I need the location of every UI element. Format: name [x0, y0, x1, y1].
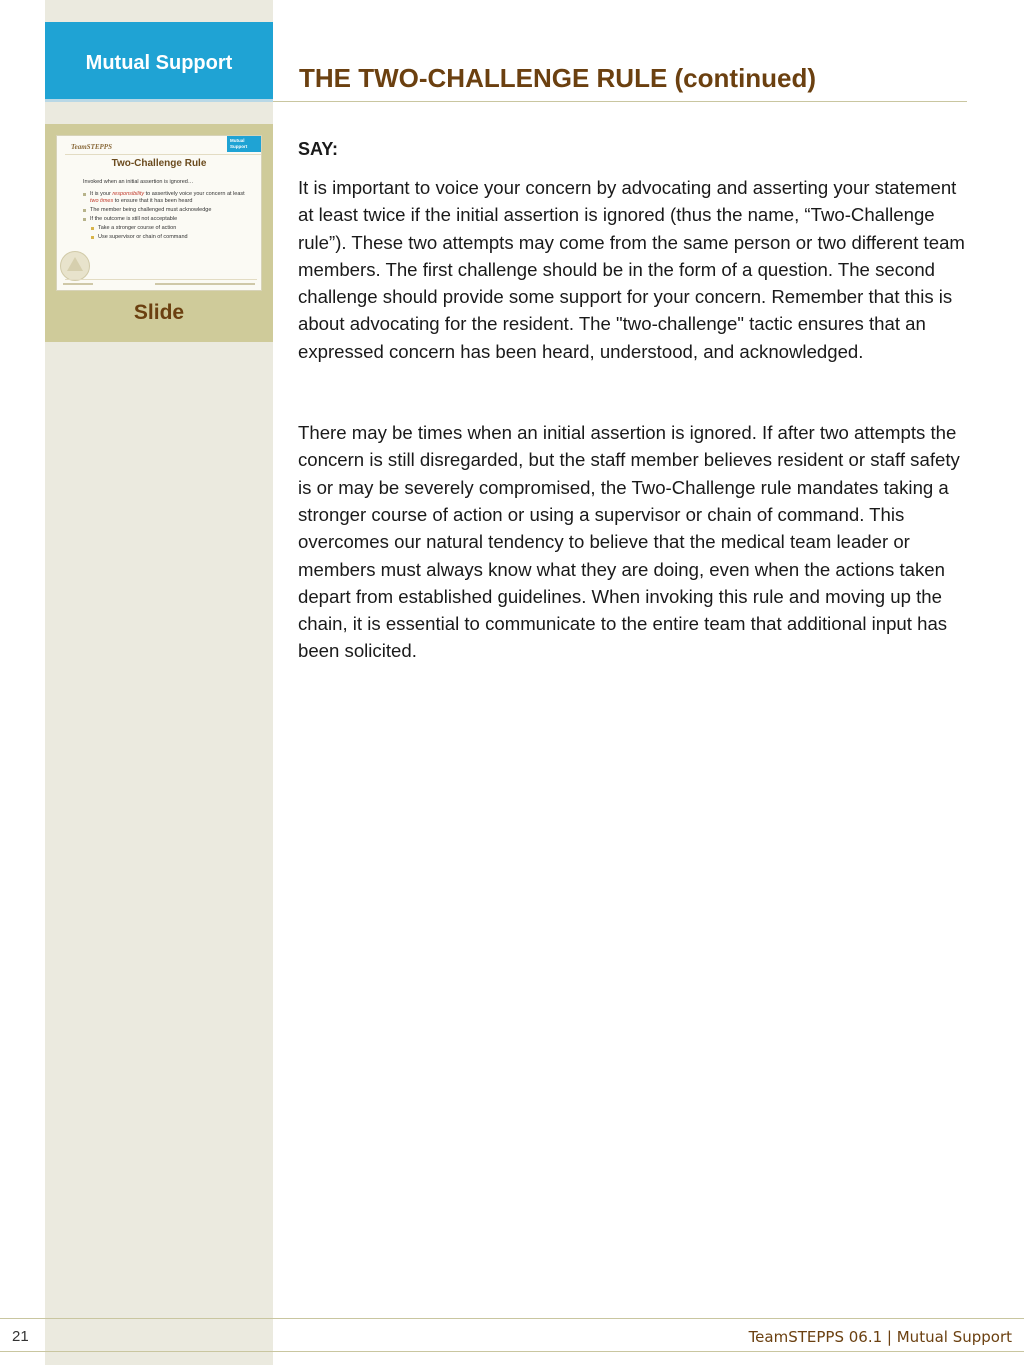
section-tab	[45, 22, 273, 102]
thumbnail-title: Two-Challenge Rule	[111, 158, 207, 169]
say-label: SAY:	[298, 139, 339, 159]
footer-divider	[0, 1318, 1024, 1319]
body-paragraph: It is important to voice your concern by advocating and asserting your statement at least twice if the initial assertion is ignored (thus the name, “Two-Challenge rule”). These two attempts may come from the same person or two different team members. The first challenge should be in the form of a question. The second challenge should provide some support for your concern. Remember that this is about advocating for the resident. The "two-challenge" tactic ensures that an expressed concern has been heard, understood, and acknowledged.	[298, 177, 965, 362]
thumbnail-sub-bullet: Take a stronger course of action	[91, 225, 253, 232]
thumbnail-section-tag: Mutual Support	[227, 136, 261, 152]
page-title: THE TWO-CHALLENGE RULE (continued)	[299, 63, 817, 93]
title-divider	[273, 101, 967, 102]
footer-bottom-divider	[0, 1351, 1024, 1352]
main-content	[298, 139, 968, 665]
thumbnail-footer-divider	[65, 279, 257, 280]
thumbnail-bullet: It is your responsibility to assertively voice your concern at least two times to ensure that it has been heard	[83, 191, 253, 205]
slide-label: Slide	[133, 301, 185, 324]
slide-thumbnail[interactable]	[56, 135, 262, 291]
thumbnail-footer-left	[63, 283, 93, 285]
thumbnail-sub-bullet: Use supervisor or chain of command	[91, 234, 253, 241]
footer-label: TeamSTEPPS 06.1 | Mutual Support	[748, 1328, 1012, 1346]
thumbnail-divider	[65, 154, 261, 155]
section-tab-label: Mutual Support	[85, 52, 233, 74]
thumbnail-bullet: If the outcome is still not acceptable	[83, 216, 253, 223]
thumbnail-intro: Invoked when an initial assertion is ignored…	[83, 179, 194, 185]
teamstepps-logo-icon	[60, 251, 90, 281]
slide-panel	[45, 124, 273, 342]
thumbnail-brand: TeamSTEPPS	[71, 143, 112, 151]
thumbnail-footer-right	[155, 283, 255, 285]
thumbnail-bullet: The member being challenged must acknowledge	[83, 207, 253, 214]
thumbnail-bullet-list	[83, 191, 253, 243]
body-paragraph: There may be times when an initial assertion is ignored. If after two attempts the concern is still disregarded, but the staff member believes resident or staff safety is or may be severely compromised, the Two-Challenge rule mandates taking a stronger course of action or using a supervisor or chain of command. This overcomes our natural tendency to believe that the medical team leader or members must always know what they are doing, even when the actions taken depart from established guidelines. When invoking this rule and moving up the chain, it is essential to communicate to the entire team that additional input has been solicited.	[298, 422, 960, 662]
page-number: 21	[12, 1328, 29, 1345]
